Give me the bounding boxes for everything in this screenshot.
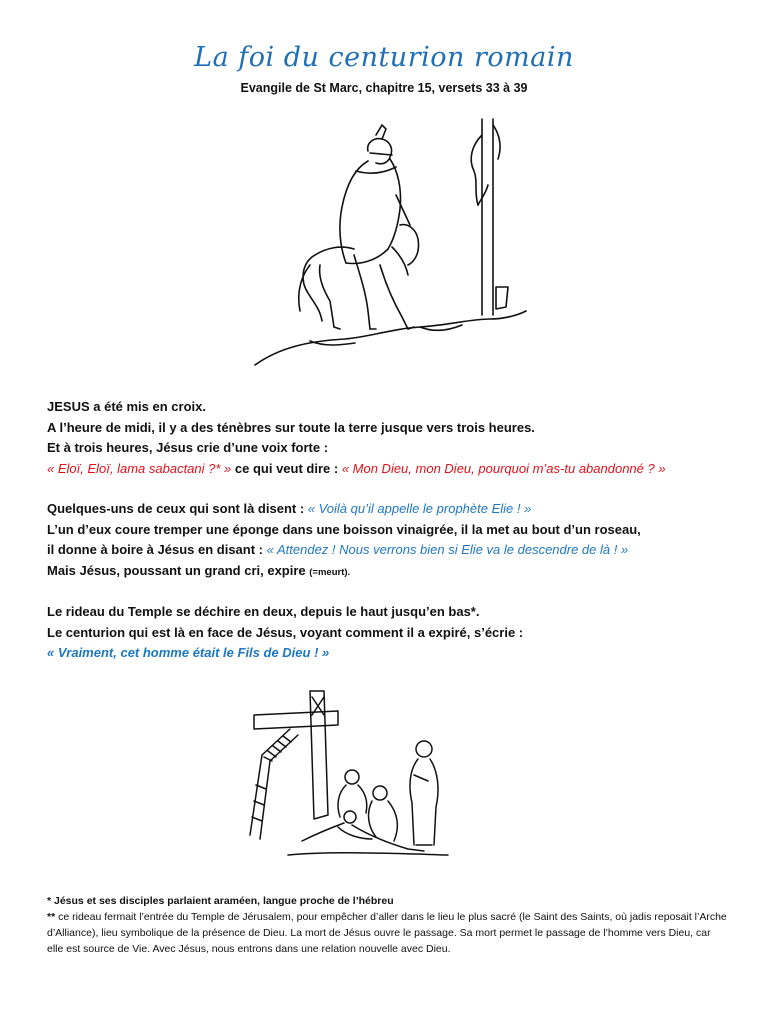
quote-attendez: « Attendez ! Nous verrons bien si Elie va le descendre de là ! » bbox=[266, 542, 629, 557]
text-note-small: (=meurt). bbox=[309, 566, 351, 578]
text-line: L’un d’eux coure tremper une éponge dans une boisson vinaigrée, il la met au bout d’un roseau, bbox=[47, 521, 641, 537]
text-line: Le centurion qui est là en face de Jésus, voyant comment il a expiré, s’écrie : bbox=[47, 624, 524, 640]
text-line bbox=[47, 540, 737, 561]
descent-illustration bbox=[248, 685, 458, 865]
quote-translation: « Mon Dieu, mon Dieu, pourquoi m’as-tu abandonné ? » bbox=[341, 460, 666, 476]
quote-eloi: « Eloï, Eloï, lama sabactani ?* » bbox=[47, 460, 232, 476]
footnote-1: * Jésus et ses disciples parlaient araméen, langue proche de l’hébreu bbox=[47, 895, 394, 907]
footnote-2 bbox=[47, 909, 727, 957]
paragraph-crucifixion bbox=[47, 397, 737, 479]
page-title: La foi du centurion romain bbox=[194, 42, 574, 73]
text-line: Le rideau du Temple se déchire en deux, depuis le haut jusqu’en bas*. bbox=[47, 604, 480, 619]
quote-elie: « Voilà qu’il appelle le prophète Elie ! » bbox=[307, 501, 532, 516]
paragraph-bystanders bbox=[47, 499, 737, 583]
page-subtitle: Evangile de St Marc, chapitre 15, versets 33 à 39 bbox=[240, 81, 528, 95]
text-line bbox=[47, 499, 737, 520]
text-line: JESUS a été mis en croix. bbox=[47, 399, 206, 414]
text-fragment: Quelques-uns de ceux qui sont là disent : bbox=[47, 501, 308, 516]
text-line: A l’heure de midi, il y a des ténèbres sur toute la terre jusque vers trois heures. bbox=[47, 419, 535, 435]
footnotes bbox=[47, 893, 727, 957]
text-fragment: Mais Jésus, poussant un grand cri, expire bbox=[47, 562, 310, 578]
footnote-text: ce rideau fermait l’entrée du Temple de Jérusalem, pour empêcher d’aller dans le lieu le plus sacré (le Saint des Saints, où jadis reposait l’Arche d’Alliance), lieu symbolique de la présence de Dieu. La mort de Jésus ouvre le passage. Sa mort permet le passage de l’homme vers Dieu, car elle est source de Vie. Avec Jésus, nous entrons dans une relation nouvelle avec Dieu. bbox=[47, 911, 727, 955]
text-fragment: ce qui veut dire : bbox=[231, 460, 342, 476]
text-fragment: il donne à boire à Jésus en disant : bbox=[47, 542, 267, 557]
text-line bbox=[47, 561, 737, 584]
paragraph-centurion bbox=[47, 602, 737, 664]
quote-centurion: « Vraiment, cet homme était le Fils de Dieu ! » bbox=[47, 645, 330, 660]
text-line bbox=[47, 643, 737, 664]
text-line bbox=[47, 459, 737, 480]
footnote-mark: ** bbox=[47, 911, 56, 923]
centurion-illustration bbox=[250, 115, 530, 377]
text-line: Et à trois heures, Jésus crie d’une voix forte : bbox=[47, 440, 329, 455]
